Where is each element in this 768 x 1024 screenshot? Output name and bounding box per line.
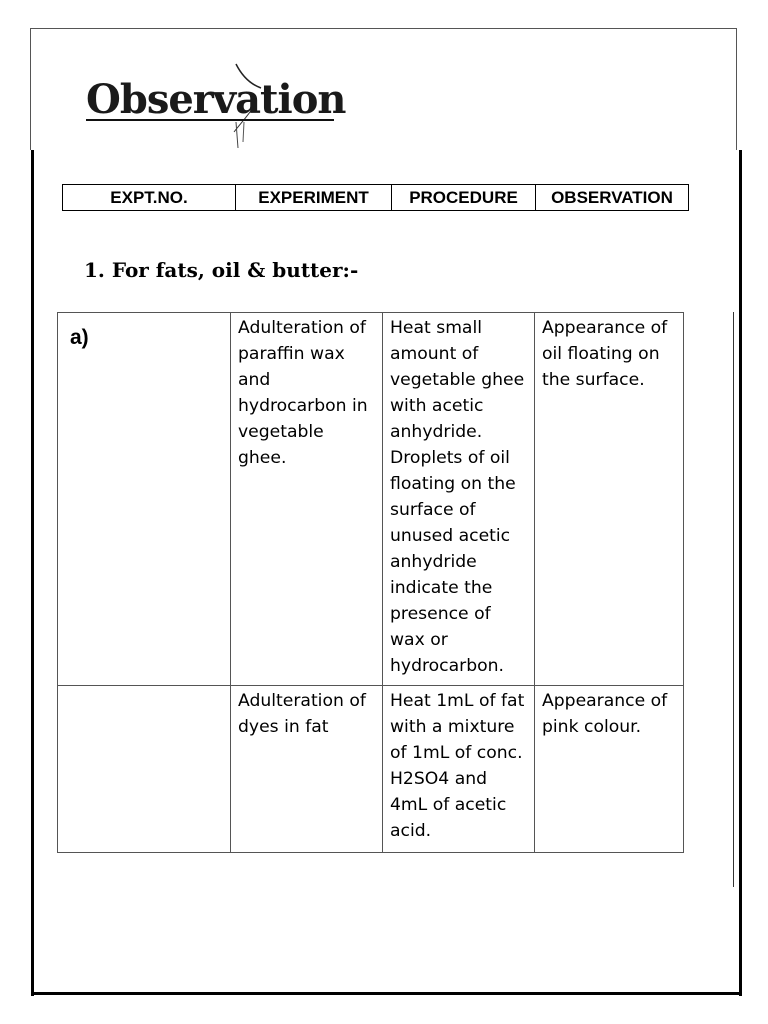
header-procedure: PROCEDURE	[392, 185, 536, 211]
cell-observation: Appearance of pink colour.	[535, 686, 684, 853]
cell-experiment: Adulteration of paraffin wax and hydrocarbon in vegetable ghee.	[231, 313, 383, 686]
page-border-right	[739, 150, 742, 996]
cell-procedure: Heat small amount of vegetable ghee with acetic anhydride. Droplets of oil floating on the surface of unused acetic anhydride indicate the presence of wax or hydrocarbon.	[383, 313, 535, 686]
cell-experiment: Adulteration of dyes in fat	[231, 686, 383, 853]
header-expt-no: EXPT.NO.	[63, 185, 236, 211]
header-experiment: EXPERIMENT	[236, 185, 392, 211]
cell-expt-no	[58, 686, 231, 853]
section-heading: 1. For fats, oil & butter:-	[84, 258, 359, 282]
page-border-top	[30, 28, 737, 29]
column-header-table	[62, 184, 689, 211]
divider-line	[733, 312, 734, 887]
cell-observation: Appearance of oil floating on the surface.	[535, 313, 684, 686]
observation-table	[57, 312, 684, 853]
page-border-left	[31, 150, 34, 996]
page-title: Observation	[86, 76, 346, 123]
page-border-upper-right	[736, 28, 737, 150]
page-border-bottom	[31, 992, 742, 995]
page-border-upper-left	[30, 28, 31, 150]
table-row	[58, 313, 684, 686]
title-logo	[86, 62, 348, 154]
table-row	[58, 686, 684, 853]
header-observation: OBSERVATION	[536, 185, 689, 211]
cell-procedure: Heat 1mL of fat with a mixture of 1mL of conc. H2SO4 and 4mL of acetic acid.	[383, 686, 535, 853]
cell-expt-no: a)	[58, 313, 231, 686]
